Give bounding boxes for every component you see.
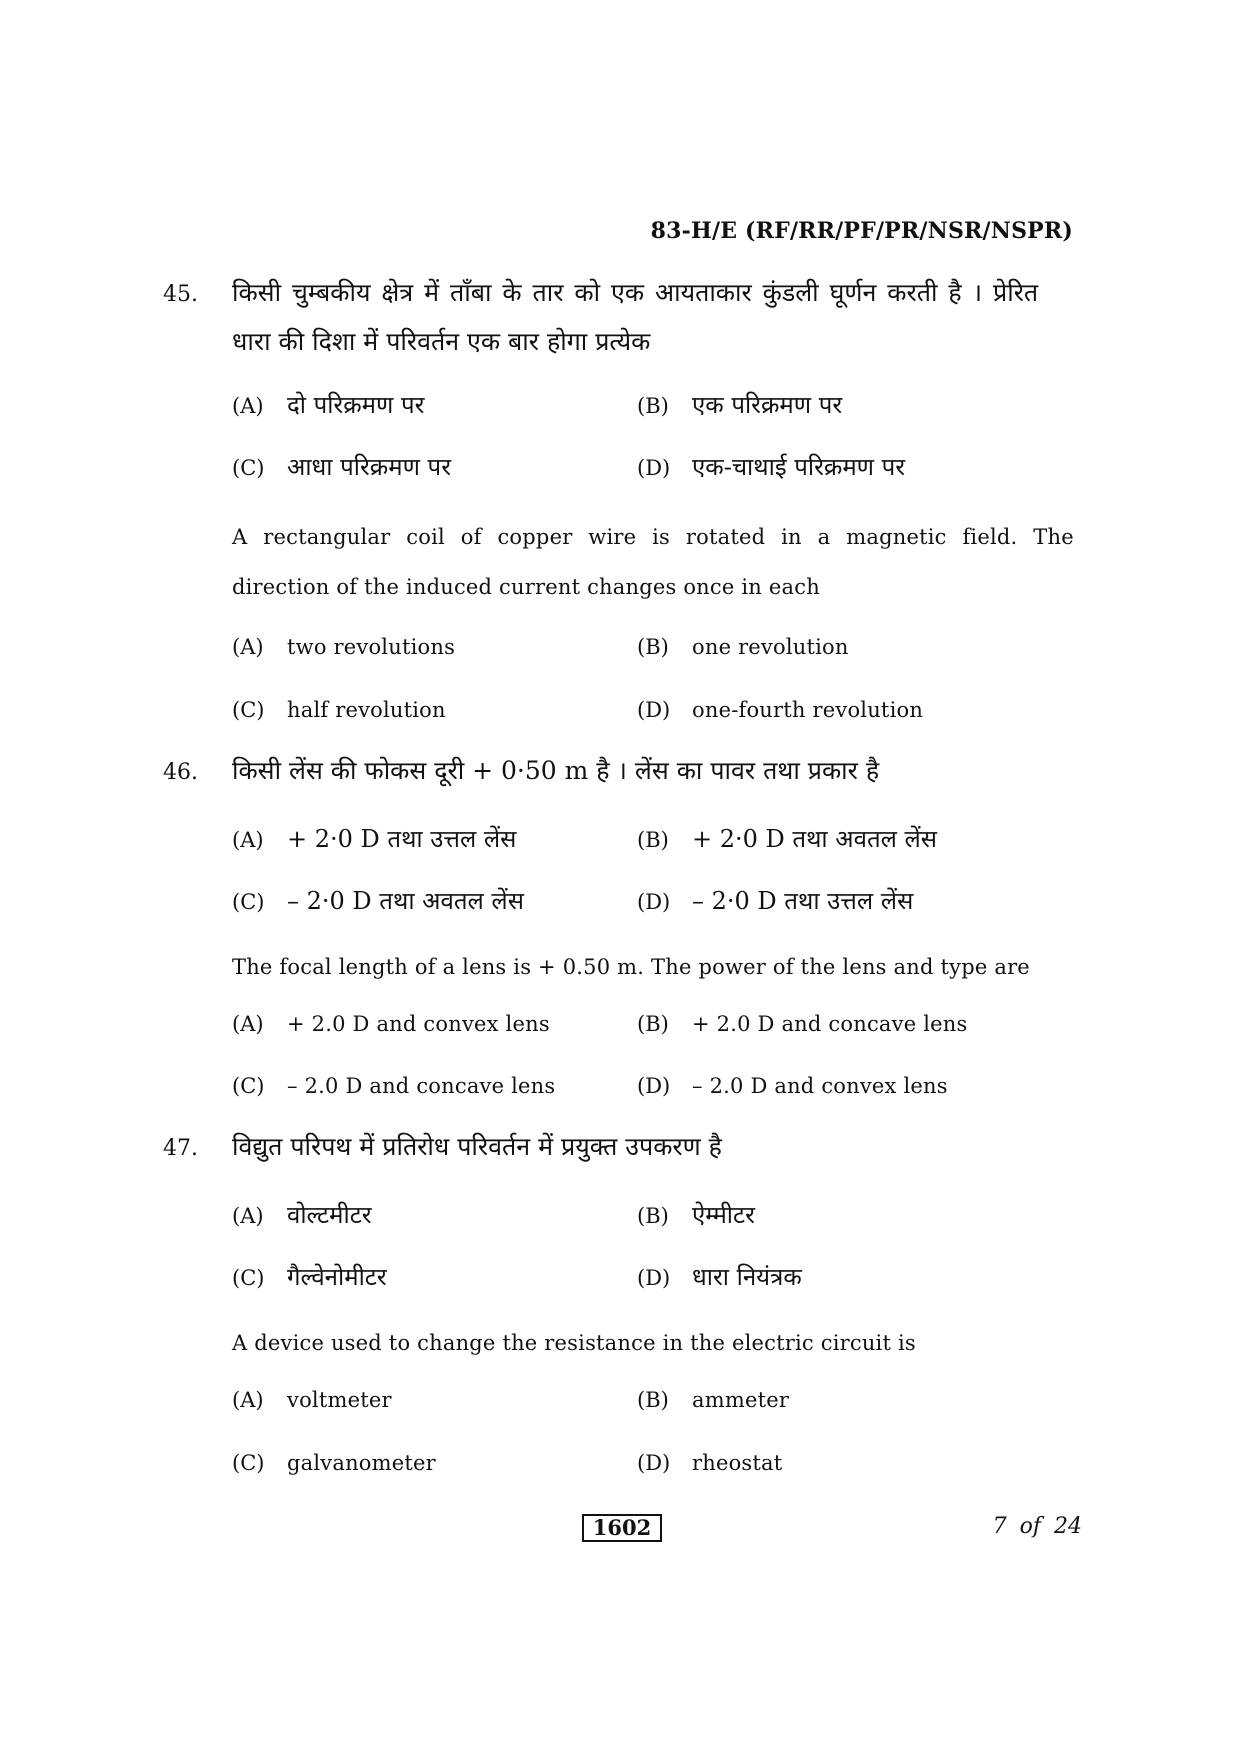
option-c [232,884,524,917]
option-label: (C) [232,1074,265,1098]
option-label: (D) [637,1266,671,1290]
option-a [232,1012,550,1037]
question-line: किसी लेंस की फोकस दूरी + 0·50 m है । लेंस का पावर तथा प्रकार है [232,756,880,785]
option-a [232,1388,392,1413]
option-text: आधा परिक्रमण पर [287,453,452,481]
option-label: (B) [637,394,669,418]
question-line: धारा की दिशा में परिवर्तन एक बार होगा प्रत्येक [232,327,651,356]
option-text: rheostat [692,1451,783,1475]
option-text: धारा नियंत्रक [692,1263,802,1291]
question-line: A rectangular coil of copper wire is rotated in a magnetic field. The [232,525,1074,549]
option-c [232,1260,387,1293]
option-d [637,1451,782,1476]
option-label: (A) [232,394,264,418]
option-a [232,388,424,421]
option-text: – 2·0 D तथा उत्तल लेंस [692,887,914,915]
option-text: – 2·0 D तथा अवतल लेंस [287,887,524,915]
option-c [232,1074,555,1099]
option-label: (B) [637,1012,669,1036]
option-d [637,698,923,723]
option-d [637,450,905,483]
option-text: galvanometer [287,1451,436,1475]
option-d [637,884,913,917]
option-a [232,822,516,855]
option-text: गैल्वेनोमीटर [287,1263,387,1291]
option-text: + 2·0 D तथा अवतल लेंस [692,825,938,853]
option-text: एक परिक्रमण पर [692,391,843,419]
option-text: one revolution [692,635,849,659]
paper-code-header: 83-H/E (RF/RR/PF/PR/NSR/NSPR) [650,218,1073,244]
option-label: (B) [637,635,669,659]
option-b [637,635,849,660]
question-text-english [232,942,1075,992]
option-text: वोल्टमीटर [287,1201,372,1229]
option-text: दो परिक्रमण पर [287,391,425,419]
option-text: + 2·0 D तथा उत्तल लेंस [287,825,517,853]
question-text-hindi [232,746,1075,795]
option-text: ऐम्मीटर [692,1201,755,1229]
question-text-hindi [232,1122,1075,1171]
option-label: (B) [637,828,669,852]
option-b [637,388,842,421]
option-label: (D) [637,890,671,914]
booklet-code-box: 1602 [582,1514,662,1542]
option-label: (C) [232,890,265,914]
question-line: विद्युत परिपथ में प्रतिरोध परिवर्तन में प्रयुक्त उपकरण है [232,1132,722,1161]
option-b [637,822,937,855]
page-number: 7 of 24 [992,1514,1082,1539]
question-number: 47. [163,1136,198,1161]
option-label: (A) [232,1012,264,1036]
option-text: ammeter [692,1388,790,1412]
option-b [637,1388,789,1413]
option-text: + 2.0 D and convex lens [287,1012,550,1036]
option-b [637,1198,755,1231]
option-text: two revolutions [287,635,456,659]
option-c [232,698,446,723]
option-a [232,1198,372,1231]
option-a [232,635,455,660]
option-text: – 2.0 D and convex lens [692,1074,948,1098]
option-text: – 2.0 D and concave lens [287,1074,556,1098]
option-label: (A) [232,1388,264,1412]
option-label: (D) [637,698,671,722]
option-label: (D) [637,1451,671,1475]
option-label: (B) [637,1204,669,1228]
option-label: (C) [232,456,265,480]
option-label: (D) [637,1074,671,1098]
option-label: (C) [232,1451,265,1475]
option-text: एक-चाथाई परिक्रमण पर [692,453,906,481]
option-label: (A) [232,1204,264,1228]
question-text-hindi [232,268,1075,366]
option-text: one-fourth revolution [692,698,924,722]
option-label: (A) [232,828,264,852]
option-text: half revolution [287,698,446,722]
option-text: + 2.0 D and concave lens [692,1012,968,1036]
option-label: (C) [232,698,265,722]
question-text-english [232,512,1075,612]
option-label: (B) [637,1388,669,1412]
option-label: (D) [637,456,671,480]
option-text: voltmeter [287,1388,392,1412]
question-text-english [232,1318,1075,1368]
question-number: 46. [163,760,198,785]
question-line: The focal length of a lens is + 0.50 m. The power of the lens and type are [232,955,1030,979]
option-c [232,1451,436,1476]
question-line: किसी चुम्बकीय क्षेत्र में ताँबा के तार को एक आयताकार कुंडली घूर्णन करती है । प्रेरित [232,278,1039,307]
question-line: direction of the induced current changes once in each [232,575,820,599]
option-b [637,1012,967,1037]
option-d [637,1074,948,1099]
question-line: A device used to change the resistance in the electric circuit is [232,1331,916,1355]
option-label: (A) [232,635,264,659]
option-c [232,450,451,483]
question-number: 45. [163,282,198,307]
option-label: (C) [232,1266,265,1290]
option-d [637,1260,802,1293]
